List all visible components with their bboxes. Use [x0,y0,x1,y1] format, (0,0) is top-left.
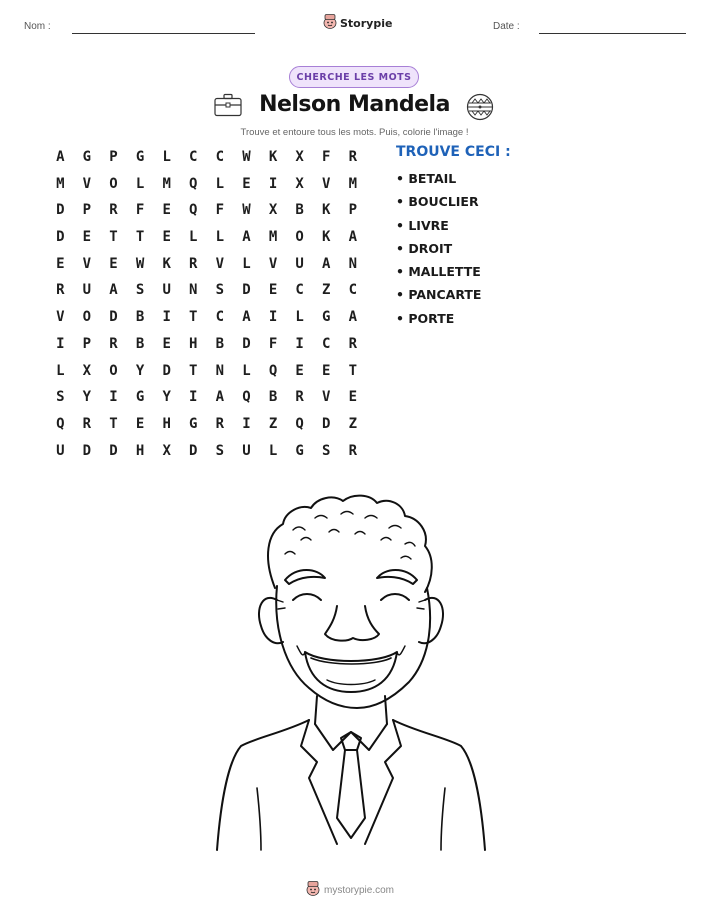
grid-letter[interactable]: I [109,389,118,406]
grid-letter[interactable]: H [135,442,145,459]
grid-letter[interactable]: Q [268,362,278,379]
grid-letter[interactable]: R [189,255,198,272]
grid-letter[interactable]: S [215,442,225,459]
grid-letter[interactable]: L [242,362,251,379]
brand-name: Storypie [340,16,393,30]
grid-letter[interactable]: L [162,149,171,165]
find-list-title: TROUVE CECI : [396,144,511,160]
category-badge: CHERCHE LES MOTS [289,66,419,88]
grid-letter[interactable]: M [268,229,278,246]
grid-letter[interactable]: O [109,175,118,192]
grid-letter[interactable]: C [322,335,331,352]
grid-letter[interactable]: A [215,389,225,406]
grid-letter[interactable]: N [189,282,198,299]
grid-letter[interactable]: E [109,255,118,272]
date-label: Date : [493,21,520,32]
grid-letter[interactable]: Z [322,282,331,299]
grid-letter[interactable]: Z [268,415,278,432]
word-item: • BOUCLIER [396,194,479,210]
storypie-mascot-icon [323,13,337,33]
grid-letter[interactable]: R [56,282,65,299]
grid-letter[interactable]: I [56,335,65,352]
grid-letter[interactable]: C [189,149,198,165]
grid-letter[interactable]: Z [348,415,358,432]
grid-letter[interactable]: W [242,149,251,165]
grid-letter[interactable]: U [295,255,304,272]
grid-letter[interactable]: T [189,309,198,326]
instructions: Trouve et entoure tous les mots. Puis, colorie l'image ! [240,127,469,138]
grid-letter[interactable]: G [135,149,145,165]
grid-letter[interactable]: T [189,362,198,379]
grid-letter[interactable]: E [295,362,304,379]
grid-letter[interactable]: H [189,335,198,352]
word-item: • LIVRE [396,217,449,233]
grid-letter[interactable]: C [215,309,225,326]
grid-letter[interactable]: Y [82,389,92,406]
grid-letter[interactable]: R [109,335,118,352]
grid-letter[interactable]: D [56,229,65,246]
grid-letter[interactable]: E [56,255,65,272]
page-title: Nelson Mandela [259,92,450,117]
storypie-mascot-icon [306,880,320,900]
grid-letter[interactable]: W [242,202,251,219]
date-line[interactable] [539,33,686,34]
grid-letter[interactable]: L [215,175,225,192]
grid-letter[interactable]: Q [242,389,251,406]
grid-letter[interactable]: D [109,442,118,459]
grid-letter[interactable]: Q [56,415,65,432]
grid-letter[interactable]: U [242,442,251,459]
grid-letter[interactable]: F [215,202,225,219]
grid-letter[interactable]: G [135,389,145,406]
grid-letter[interactable]: L [135,175,145,192]
grid-letter[interactable]: V [322,389,331,406]
grid-letter[interactable]: S [322,442,331,459]
grid-letter[interactable]: T [109,229,118,246]
grid-letter[interactable]: K [162,255,171,272]
word-item: • MALLETTE [396,264,481,280]
grid-letter[interactable]: S [215,282,225,299]
grid-letter[interactable]: L [268,442,278,459]
grid-letter[interactable]: V [56,309,65,326]
grid-letter[interactable]: F [268,335,278,352]
grid-letter[interactable]: Q [189,202,198,219]
grid-letter[interactable]: I [268,309,278,326]
grid-letter[interactable]: K [268,149,278,165]
footer-url[interactable]: mystorypie.com [324,884,395,896]
grid-letter[interactable]: E [162,335,171,352]
grid-letter[interactable]: L [56,362,65,379]
grid-letter[interactable]: D [162,362,171,379]
grid-letter[interactable]: Q [189,175,198,192]
grid-letter[interactable]: O [82,309,92,326]
grid-letter[interactable]: N [215,362,225,379]
grid-letter[interactable]: E [348,389,358,406]
grid-letter[interactable]: R [295,389,304,406]
word-item: • BETAIL [396,171,457,186]
grid-letter[interactable]: D [109,309,118,326]
grid-letter[interactable]: O [109,362,118,379]
grid-letter[interactable]: D [242,282,251,299]
grid-letter[interactable]: C [215,149,225,165]
grid-letter[interactable]: E [82,229,92,246]
grid-letter[interactable]: W [135,255,145,272]
grid-letter[interactable]: E [322,362,331,379]
grid-letter[interactable]: A [348,309,358,326]
grid-letter[interactable]: V [322,175,331,192]
grid-letter[interactable]: B [135,335,145,352]
grid-letter[interactable]: D [322,415,331,432]
grid-letter[interactable]: E [162,229,171,246]
grid-letter[interactable]: A [242,309,251,326]
grid-letter[interactable]: O [295,229,304,246]
grid-letter[interactable]: A [242,229,251,246]
grid-letter[interactable]: R [109,202,118,219]
grid-letter[interactable]: A [109,282,118,299]
grid-letter[interactable]: X [162,442,171,459]
grid-letter[interactable]: D [189,442,198,459]
grid-letter[interactable]: V [82,255,92,272]
grid-letter[interactable]: E [135,415,145,432]
grid-letter[interactable]: L [215,229,225,246]
grid-letter[interactable]: G [322,309,331,326]
briefcase-icon [214,93,242,121]
grid-letter[interactable]: C [348,282,358,299]
grid-letter[interactable]: M [56,175,65,192]
grid-letter[interactable]: L [242,255,251,272]
grid-letter[interactable]: K [322,202,331,219]
grid-letter[interactable]: B [135,309,145,326]
grid-letter[interactable]: B [268,389,278,406]
grid-letter[interactable]: Y [162,389,171,406]
name-line[interactable] [72,33,255,34]
grid-letter[interactable]: V [215,255,225,272]
grid-letter[interactable]: R [348,442,358,459]
grid-letter[interactable]: I [295,335,304,352]
grid-letter[interactable]: K [322,229,331,246]
grid-letter[interactable]: E [268,282,278,299]
grid-letter[interactable]: U [56,442,65,459]
grid-letter[interactable]: G [82,149,92,165]
grid-letter[interactable]: I [189,389,198,406]
grid-letter[interactable]: P [109,149,118,165]
grid-letter[interactable]: P [348,202,358,219]
grid-letter[interactable]: V [82,175,92,192]
grid-letter[interactable]: D [82,442,92,459]
word-item: • PORTE [396,310,455,326]
grid-letter[interactable]: U [82,282,92,299]
word-item: • DROIT [396,240,453,256]
grid-letter[interactable]: L [189,229,198,246]
grid-letter[interactable]: Q [295,415,304,432]
grid-letter[interactable]: S [135,282,145,299]
grid-letter[interactable]: L [295,309,304,326]
grid-letter[interactable]: F [322,149,331,165]
grid-letter[interactable]: P [82,335,92,352]
grid-letter[interactable]: R [215,415,225,432]
grid-letter[interactable]: U [162,282,171,299]
grid-letter[interactable]: M [162,175,171,192]
grid-letter[interactable]: I [268,175,278,192]
grid-letter[interactable]: H [162,415,171,432]
word-item: • PANCARTE [396,287,482,303]
grid-letter[interactable]: P [82,202,92,219]
grid-letter[interactable]: Y [135,362,145,379]
grid-letter[interactable]: I [162,309,171,326]
grid-letter[interactable]: B [295,202,304,219]
grid-letter[interactable]: T [109,415,118,432]
grid-letter[interactable]: R [348,335,358,352]
grid-letter[interactable]: A [56,149,65,165]
name-label: Nom : [24,21,51,32]
grid-letter[interactable]: E [162,202,171,219]
grid-letter[interactable]: X [295,175,304,192]
grid-letter[interactable]: A [322,255,331,272]
grid-letter[interactable]: X [82,362,92,379]
footer [306,880,394,900]
word-search-grid[interactable] [47,147,366,467]
grid-letter[interactable]: R [348,149,358,165]
grid-letter[interactable]: T [348,362,358,379]
grid-letter[interactable]: S [56,389,65,406]
grid-letter[interactable]: F [135,202,145,219]
grid-letter[interactable]: V [268,255,278,272]
coloring-illustration[interactable] [205,488,505,857]
grid-letter[interactable]: M [348,175,358,192]
grid-letter[interactable]: N [348,255,358,272]
grid-letter[interactable]: I [242,415,251,432]
grid-letter[interactable]: D [56,202,65,219]
word-list [396,171,481,334]
grid-letter[interactable]: R [82,415,92,432]
grid-letter[interactable]: X [295,149,304,165]
grid-letter[interactable]: B [215,335,225,352]
grid-letter[interactable]: D [242,335,251,352]
grid-letter[interactable]: E [242,175,251,192]
grid-letter[interactable]: G [189,415,198,432]
grid-letter[interactable]: A [348,229,358,246]
grid-letter[interactable]: C [295,282,304,299]
brand-logo [323,13,392,33]
shield-icon [466,93,494,125]
grid-letter[interactable]: T [135,229,145,246]
grid-letter[interactable]: G [295,442,304,459]
grid-letter[interactable]: X [268,202,278,219]
